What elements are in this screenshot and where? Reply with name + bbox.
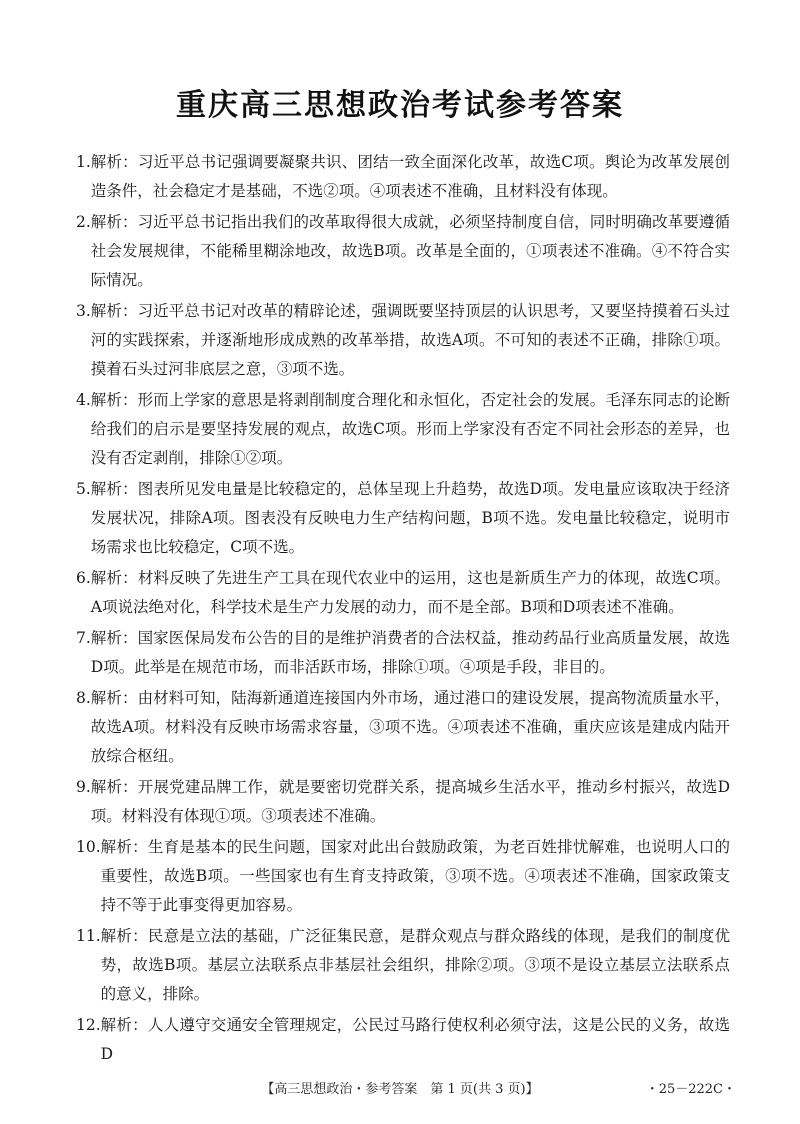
item-text: 解析：生育是基本的民生问题，国家对此出台鼓励政策，为老百姓排忧解难，也说明人口的重要性，故选B项。一些国家也有生育支持政策，③项不选。④项表述不准确，国家政策支持不等于此事变得更加容易。	[100, 838, 730, 914]
item-number: 4.	[76, 391, 91, 409]
item-number: 5.	[76, 480, 91, 498]
item-text: 解析：图表所见发电量是比较稳定的，总体呈现上升趋势，故选D项。发电量应该取决于经济发展状况，排除A项。图表没有反映电力生产结构问题，B项不选。发电量比较稳定，说明市场需求也比较稳定，C项不选。	[90, 480, 730, 556]
answer-item	[76, 564, 730, 622]
answer-item	[76, 475, 730, 562]
answer-item	[76, 922, 730, 1009]
item-number: 3.	[76, 302, 91, 320]
answer-item	[76, 684, 730, 771]
item-text: 解析：习近平总书记强调要凝聚共识、团结一致全面深化改革，故选C项。舆论为改革发展创造条件，社会稳定才是基础，不选②项。④项表述不准确，且材料没有体现。	[90, 153, 730, 200]
answer-item	[76, 624, 730, 682]
footer-code: ・25－222C・	[645, 1082, 736, 1097]
answer-item	[76, 773, 730, 831]
item-number: 12.	[76, 1016, 101, 1034]
answer-item	[76, 386, 730, 473]
answer-item	[76, 208, 730, 295]
page-title: 重庆高三思想政治考试参考答案	[176, 88, 624, 123]
item-number: 2.	[76, 213, 91, 231]
answer-item	[76, 148, 730, 206]
item-number: 6.	[76, 569, 91, 587]
item-text: 解析：由材料可知，陆海新通道连接国内外市场，通过港口的建设发展，提高物流质量水平，故选A项。材料没有反映市场需求容量，③项不选。④项表述不准确，重庆应该是建成内陆开放综合枢纽。	[90, 689, 730, 765]
item-number: 1.	[76, 153, 91, 171]
item-number: 7.	[76, 629, 91, 647]
item-number: 9.	[76, 778, 91, 796]
item-text: 解析：材料反映了先进生产工具在现代农业中的运用，这也是新质生产力的体现，故选C项。A项说法绝对化，科学技术是生产力发展的动力，而不是全部。B项和D项表述不准确。	[90, 569, 730, 616]
answer-item	[76, 1011, 730, 1069]
item-text: 解析：习近平总书记指出我们的改革取得很大成就，必须坚持制度自信，同时明确改革要遵循社会发展规律，不能稀里糊涂地改，故选B项。改革是全面的，①项表述不准确。④不符合实际情况。	[90, 213, 730, 289]
item-number: 8.	[76, 689, 91, 707]
item-text: 解析：习近平总书记对改革的精辟论述，强调既要坚持顶层的认识思考，又要坚持摸着石头过河的实践探索，并逐渐地形成成熟的改革举措，故选A项。不可知的表述不正确，排除①项。摸着石头过河非底层之意，③项不选。	[90, 302, 730, 378]
item-number: 10.	[76, 838, 101, 856]
item-text: 解析：形而上学家的意思是将剥削制度合理化和永恒化，否定社会的发展。毛泽东同志的论断给我们的启示是要坚持发展的观点，故选C项。形而上学家没有否定不同社会形态的差异，也没有否定剥削，排除①②项。	[90, 391, 730, 467]
item-text: 解析：开展党建品牌工作，就是要密切党群关系，提高城乡生活水平，推动乡村振兴，故选D项。材料没有体现①项。③项表述不准确。	[90, 778, 730, 825]
footer-page-info: 【高三思想政治・参考答案 第 1 页(共 3 页)】	[261, 1082, 539, 1097]
item-text: 解析：民意是立法的基础，广泛征集民意，是群众观点与群众路线的体现，是我们的制度优势，故选B项。基层立法联系点非基层社会组织，排除②项。③项不是设立基层立法联系点的意义，排除。	[100, 927, 730, 1003]
answer-item	[76, 297, 730, 384]
page-footer	[0, 1078, 800, 1102]
answer-item	[76, 833, 730, 920]
item-text: 解析：人人遵守交通安全管理规定，公民过马路行使权利必须守法，这是公民的义务，故选D	[100, 1016, 730, 1063]
item-text: 解析：国家医保局发布公告的目的是维护消费者的合法权益，推动药品行业高质量发展，故选D项。此举是在规范市场，而非活跃市场，排除①项。④项是手段，非目的。	[90, 629, 730, 676]
item-number: 11.	[76, 927, 101, 945]
answer-list	[76, 148, 730, 1071]
